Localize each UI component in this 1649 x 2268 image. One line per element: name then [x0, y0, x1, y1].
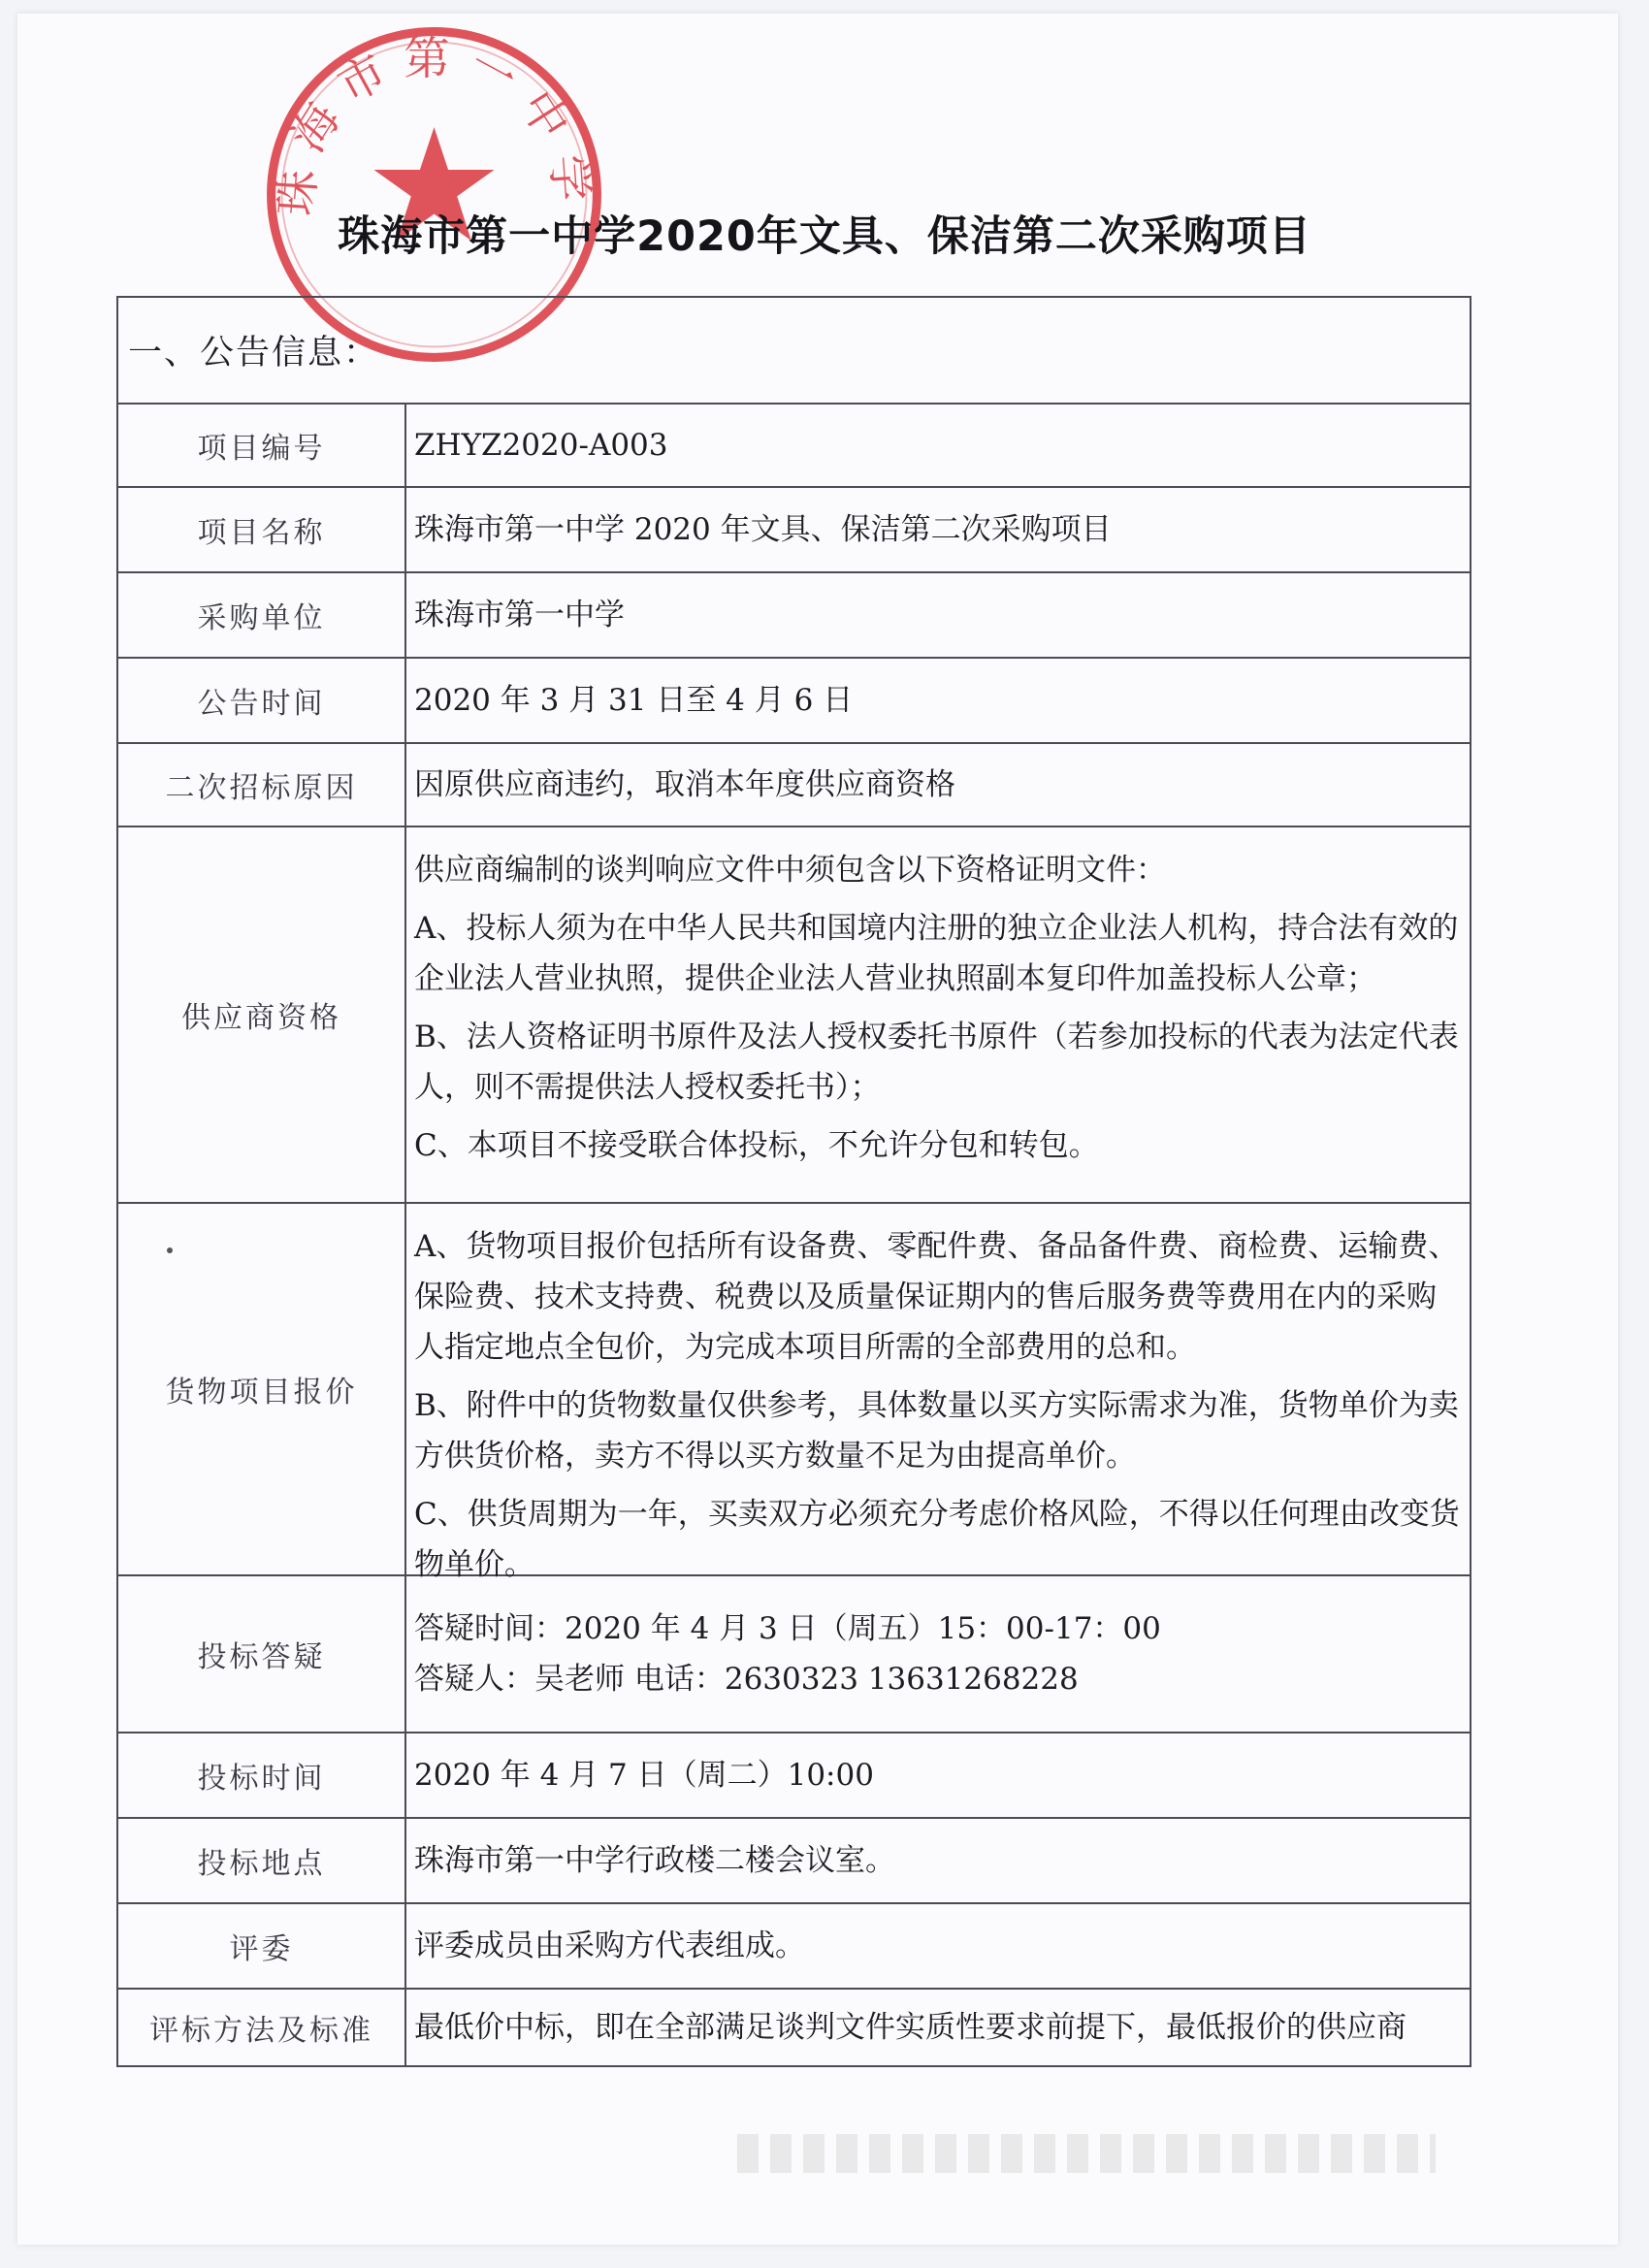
table-row-review-panel — [118, 1902, 1470, 1988]
row-value — [406, 1733, 1470, 1817]
row-label: 公告时间 — [118, 659, 406, 742]
qualification-item-b: B、法人资格证明书原件及法人授权委托书原件（若参加投标的代表为法定代表人，则不需提供法人授权委托书）； — [414, 1020, 1459, 1105]
table-row-notice-time — [118, 657, 1470, 742]
project-name-value: 珠海市第一中学 2020 年文具、保洁第二次采购项目 — [414, 512, 1112, 547]
qa-time-line: 答疑时间：2020 年 4 月 3 日（周五）15：00-17：00 — [414, 1611, 1161, 1646]
document-title: 珠海市第一中学2020年文具、保洁第二次采购项目 — [338, 212, 1311, 261]
row-label: 投标答疑 — [118, 1576, 406, 1732]
row-value — [406, 1204, 1470, 1582]
quotation-item-c: C、供货周期为一年，买卖双方必须充分考虑价格风险，不得以任何理由改变货物单价。 — [414, 1497, 1460, 1582]
row-label: 供应商资格 — [118, 827, 406, 1202]
row-value — [406, 744, 1470, 826]
purchaser-value: 珠海市第一中学 — [414, 598, 625, 632]
bid-place-value: 珠海市第一中学行政楼二楼会议室。 — [414, 1843, 895, 1878]
review-panel-value: 评委成员由采购方代表组成。 — [414, 1928, 805, 1963]
rebid-reason-value: 因原供应商违约，取消本年度供应商资格 — [414, 767, 955, 802]
quotation-item-b: B、附件中的货物数量仅供参考，具体数量以买方实际需求为准，货物单价为卖方供货价格，卖方不得以买方数量不足为由提高单价。 — [414, 1388, 1459, 1474]
row-label: 采购单位 — [118, 573, 406, 657]
row-label: 项目编号 — [118, 405, 406, 486]
row-value — [406, 659, 1470, 742]
table-row-supplier-qualification — [118, 826, 1470, 1202]
row-label: 项目名称 — [118, 488, 406, 571]
row-label: 投标时间 — [118, 1733, 406, 1817]
scan-speck — [167, 1247, 173, 1253]
row-label: 二次招标原因 — [118, 744, 406, 826]
row-label: 评委 — [118, 1904, 406, 1988]
row-value — [406, 1990, 1470, 2065]
row-value — [406, 488, 1470, 571]
row-value — [406, 1904, 1470, 1988]
table-row-project-number — [118, 403, 1470, 486]
project-number-value: ZHYZ2020-A003 — [414, 428, 668, 463]
row-value — [406, 827, 1470, 1202]
row-value — [406, 573, 1470, 657]
row-value — [406, 1819, 1470, 1902]
row-label: 评标方法及标准 — [118, 1990, 406, 2065]
table-row-purchaser — [118, 571, 1470, 657]
qualification-item-a: A、投标人须为在中华人民共和国境内注册的独立企业法人机构，持合法有效的企业法人营业执照，提供企业法人营业执照副本复印件加盖投标人公章； — [414, 911, 1459, 996]
seal-text: 珠海市第一中学 — [270, 32, 598, 218]
qualification-intro: 供应商编制的谈判响应文件中须包含以下资格证明文件： — [414, 853, 1166, 888]
table-row-project-name — [118, 486, 1470, 571]
table-row-goods-quotation — [118, 1202, 1470, 1582]
table-row-bid-qa — [118, 1574, 1470, 1732]
evaluation-method-value: 最低价中标，即在全部满足谈判文件实质性要求前提下，最低报价的供应商 — [414, 2010, 1406, 2045]
section-heading: 一、公告信息： — [128, 334, 380, 373]
qualification-item-c: C、本项目不接受联合体投标，不允许分包和转包。 — [414, 1128, 1099, 1163]
notice-table — [116, 296, 1471, 2067]
quotation-item-a: A、货物项目报价包括所有设备费、零配件费、备品备件费、商检费、运输费、保险费、技术支持费、税费以及质量保证期内的售后服务费等费用在内的采购人指定地点全包价，为完成本项目所需的全部费用的总和。 — [414, 1229, 1459, 1365]
row-label: 投标地点 — [118, 1819, 406, 1902]
bleed-through-text — [737, 2134, 1436, 2173]
notice-time-value: 2020 年 3 月 31 日至 4 月 6 日 — [414, 683, 854, 718]
table-row-bid-time — [118, 1732, 1470, 1817]
row-value — [406, 405, 1470, 486]
table-row-rebid-reason — [118, 742, 1470, 826]
row-label: 货物项目报价 — [118, 1204, 406, 1574]
table-row-evaluation-method — [118, 1988, 1470, 2065]
row-value — [406, 1576, 1470, 1732]
bid-time-value: 2020 年 4 月 7 日（周二）10:00 — [414, 1758, 874, 1793]
table-row-bid-place — [118, 1817, 1470, 1902]
qa-contact-line: 答疑人：吴老师 电话：2630323 13631268228 — [414, 1662, 1079, 1697]
